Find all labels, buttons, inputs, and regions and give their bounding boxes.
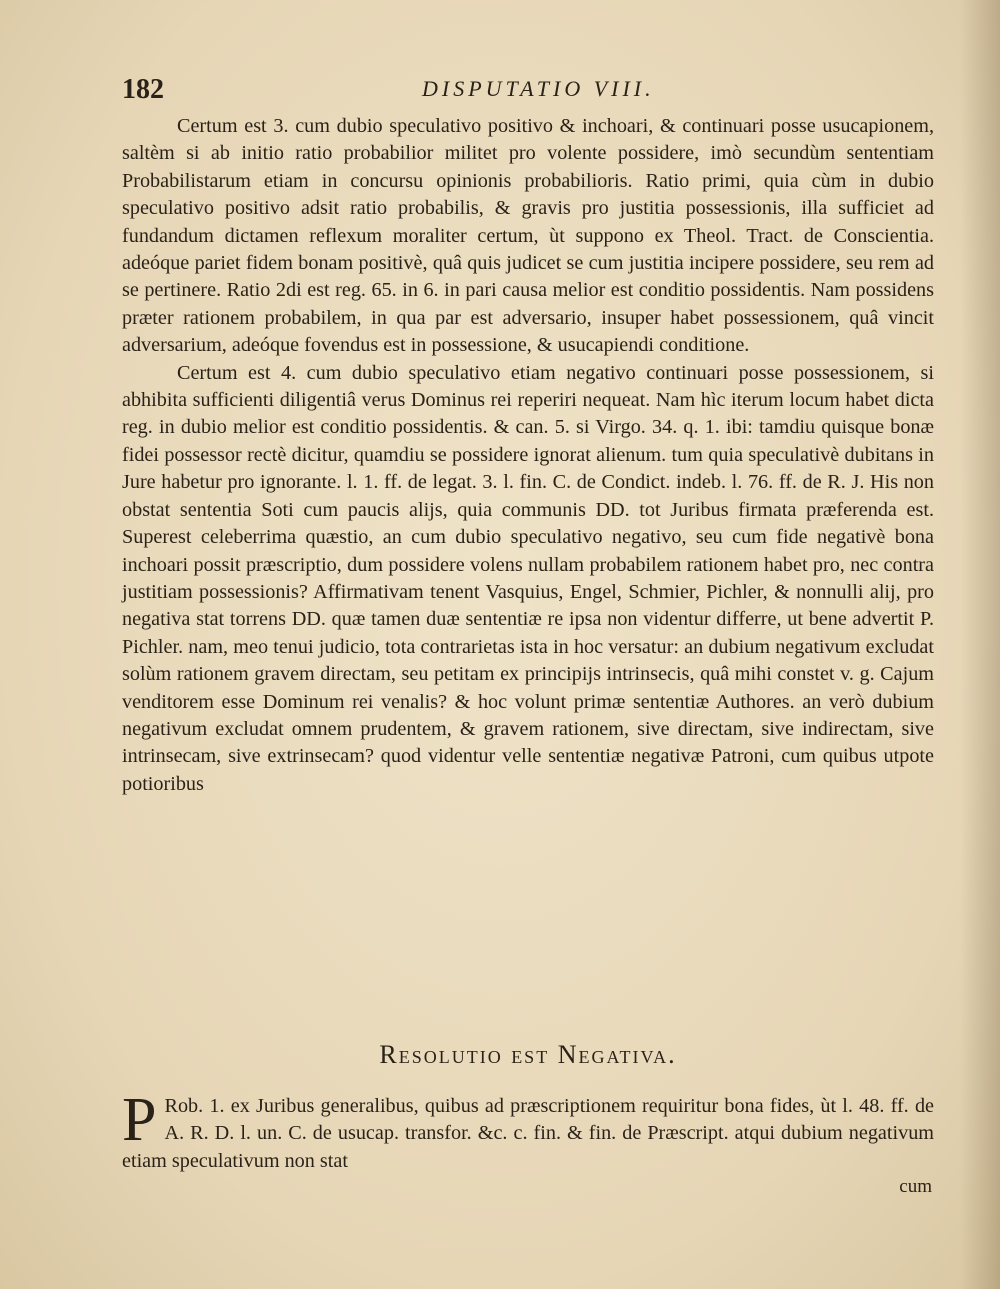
page-number: 182 bbox=[122, 74, 164, 105]
paragraph-certum-4: Certum est 4. cum dubio speculativo etiam negativo continuari posse possessionem, si abhibita sufficienti diligentiâ verus Dominus rei reperiri nequeat. Nam hìc iterum locum habet dicta reg. in dubio melior est conditio possidentis. & can. 5. si Virgo. 34. q. 1. ibi: tamdiu quisque bonæ fidei possessor rectè dicitur, quamdiu se possidere ignorat alienum. tum quia speculativè dubitans in Jure habetur pro ignorante. l. 1. ff. de legat. 3. l. fin. C. de Condict. indeb. l. 76. ff. de R. J. His non obstat sententia Soti cum paucis alijs, quia communis DD. tot Juribus firmata præferenda est. Superest celeberrima quæstio, an cum dubio speculativo negativo, seu cum fide negativè bona inchoari possit præscriptio, dum possidere volens nullam probabilem rationem habet pro, nec contra justitiam possessionis? Affirmativam tenent Vasquius, Engel, Schmier, Pichler, & nonnulli alij, pro negativa stat torrens DD. quæ tamen duæ sententiæ re ipsa non videntur differre, ut bene advertit P. Pichler. nam, meo tenui judicio, tota contrarietas ista in hoc versatur: an dubium negativum excludat solùm rationem gravem directam, seu petitam ex principijs intrinsecis, quâ mihi constet v. g. Cajum venditorem esse Dominum rei venalis? & hoc volunt primæ sententiæ Authores. an verò dubium negativum excludat omnem prudentem, & gravem rationem, sive directam, sive indirectam, sive intrinsecam, sive extrinsecam? quod videntur velle sententiæ negativæ Patroni, cum quibus utpote potioribus bbox=[122, 361, 934, 795]
resolution-text: Rob. 1. ex Juribus generalibus, quibus ad præscriptionem requiritur bona fides, ùt l. 48. ff. de A. R. D. l. un. C. de usucap. transfor. &c. c. fin. & fin. de Præscript. atqui dubium negativum etiam speculativum non stat bbox=[122, 1095, 934, 1172]
page-header bbox=[122, 74, 932, 108]
running-head: DISPUTATIO VIII. bbox=[422, 76, 655, 101]
catchword: cum bbox=[899, 1176, 932, 1197]
section-heading: Resolutio est Negativa. bbox=[379, 1040, 677, 1069]
paragraph-certum-3: Certum est 3. cum dubio speculativo positivo & inchoari, & continuari posse usucapionem, saltèm si ab initio ratio probabilior militet pro volente possidere, imò secundùm sententiam Probabilistarum etiam in concursu opinionis probabilioris. Ratio primi, quia cùm in dubio speculativo positivo adsit ratio probabilis, & gravis pro justitia possessionis, illa sufficiet ad fundandum dictamen reflexum moraliter certum, ùt suppono ex Theol. Tract. de Conscientia. adeóque pariet fidem bonam positivè, quâ quis judicet se cum justitia incipere possidere, seu rem ad se pertinere. Ratio 2di est reg. 65. in 6. in pari causa melior est conditio possidentis. Nam possidens præter rationem probabilem, in qua par est adversario, insuper habet possessionem, quâ vincit adversarium, adeóque fovendus est in possessione, & usucapiendi conditione. bbox=[122, 115, 934, 357]
resolution-paragraph bbox=[122, 1086, 934, 1175]
body-text bbox=[122, 113, 934, 798]
page-edge-shadow bbox=[960, 0, 1000, 1289]
drop-cap: P bbox=[122, 1086, 157, 1154]
